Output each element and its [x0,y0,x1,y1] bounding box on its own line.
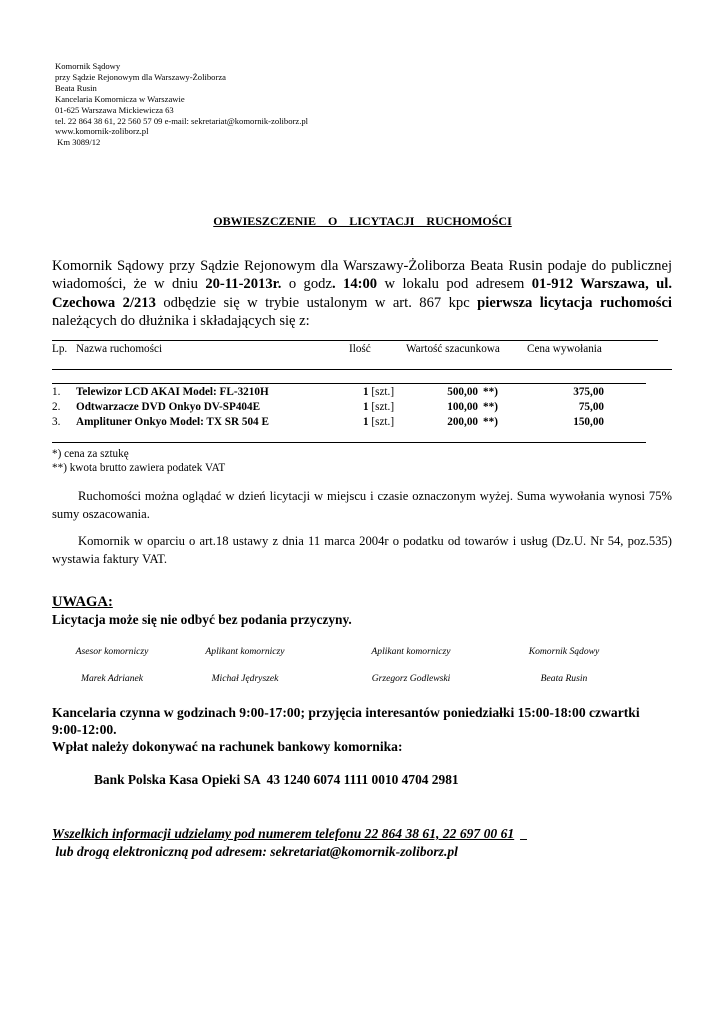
row-price: 375,00 [573,386,604,398]
col-header-price: Cena wywołania [527,343,602,355]
row-unit: [szt.] [371,416,395,428]
row-name: Telewizor LCD AKAI Model: FL-3210H [76,386,269,398]
notice-text: Licytacja może się nie odbyć bez podania przyczyny. [52,612,352,627]
row-price: 150,00 [573,416,604,428]
col-header-lp: Lp. [52,343,68,355]
header-line: 01-625 Warszawa Mickiewicza 63 [55,104,174,115]
col-header-value: Wartość szacunkowa [406,343,500,355]
vat-paragraph: Komornik w oparciu o art.18 ustawy z dnia 11 marca 2004r o podatku od towarów i usług (Dz.U. Nr 54, poz.535) wystawia faktury VAT. [52,534,672,566]
intro-text: należących do dłużnika i składających się z: [52,313,310,330]
office-info [52,704,652,755]
row-unit: [szt.] [371,386,395,398]
col-header-qty: Ilość [349,343,371,355]
intro-text: odbędzie się w trybie ustalonym w art. 867 kpc [155,294,478,311]
row-qty: 1 [363,386,369,398]
signature-name: Marek Adrianek [80,673,144,684]
office-hours: Kancelaria czynna w godzinach 9:00-17:00; przyjęcia interesantów poniedziałki 15:00-18:00 czwartki 9:00-12:00. [52,705,640,737]
contact-phone: Wszelkich informacji udzielamy pod numerem telefonu 22 864 38 61, 22 697 00 61 [52,826,515,841]
row-qty-cell [363,386,394,398]
row-unit: [szt.] [371,401,395,413]
col-header-name: Nazwa ruchomości [76,343,163,355]
row-name: Amplituner Onkyo Model: TX SR 504 E [76,416,269,428]
intro-dot: . [331,276,336,293]
signature-role: Aplikant komorniczy [371,646,451,657]
header-line: Komornik Sądowy [55,61,121,71]
bank-account: Bank Polska Kasa Opieki SA 43 1240 6074 1111 0010 4704 2981 [94,772,459,787]
header-line: przy Sądzie Rejonowym dla Warszawy-Żoliborza [55,71,226,82]
row-value: 100,00 [447,401,478,413]
row-mark: **) [483,416,498,428]
document-title: OBWIESZCZENIE O LICYTACJI RUCHOMOŚCI [213,214,512,228]
notice-heading: UWAGA: [52,594,113,610]
intro-text: o godz [281,276,332,293]
footnote: *) cena za sztukę [52,448,129,460]
table-rule [52,369,672,370]
header-line: Kancelaria Komornicza w Warszawie [55,93,185,104]
viewing-paragraph: Ruchomości można oglądać w dzień licytacji w miejscu i czasie oznaczonym wyżej. Suma wywołania wynosi 75% sumy oszacowania. [52,489,672,521]
header-line: tel. 22 864 38 61, 22 560 57 09 e-mail: sekretariat@komornik-zoliborz.pl [55,115,309,126]
table-rule [52,383,646,384]
header-line: www.komornik-zoliborz.pl [55,126,149,137]
payment-info: Wpłat należy dokonywać na rachunek bankowy komornika: [52,739,403,754]
signature-role: Aplikant komorniczy [205,646,285,657]
row-qty: 1 [363,401,369,413]
signature-role: Komornik Sądowy [528,646,600,657]
auction-type: pierwsza licytacja ruchomości [477,294,672,311]
bailiff-header [55,61,308,148]
signature-name: Grzegorz Godlewski [371,673,451,684]
intro-paragraph [52,257,672,331]
signature-name: Beata Rusin [540,673,588,684]
signature-name: Michał Jędryszek [211,673,279,684]
row-mark: **) [483,401,498,413]
row-value: 200,00 [447,416,478,428]
row-lp: 2. [52,401,61,413]
contact-info [52,825,528,861]
contact-email: lub drogą elektroniczną pod adresem: sekretariat@komornik-zoliborz.pl [52,844,458,859]
signature-role: Asesor komorniczy [75,646,149,657]
intro-text: Komornik Sądowy przy Sądzie Rejonowym dla Warszawy-Żoliborza Beata Rusin podaje do publicznej wiadomości, że w dniu [52,258,672,293]
footnote: **) kwota brutto zawiera podatek VAT [52,462,226,474]
auction-time: 14:00 [335,276,378,293]
header-line: Beata Rusin [55,82,97,93]
row-qty-cell [363,416,394,428]
footnotes [52,447,225,475]
table-rule [52,340,658,341]
intro-text: w lokalu pod adresem [377,276,532,293]
row-lp: 1. [52,386,61,398]
row-mark: **) [483,386,498,398]
row-value: 500,00 [447,386,478,398]
case-number: Km 3089/12 [55,137,101,148]
auction-date: 20-11-2013r. [205,276,282,293]
table-rule [52,442,646,443]
row-qty: 1 [363,416,369,428]
row-lp: 3. [52,416,61,428]
row-name: Odtwarzacze DVD Onkyo DV-SP404E [76,401,261,413]
contact-tail: _ [514,826,528,841]
row-qty-cell [363,401,394,413]
auction-address: 01-912 Warszawa, ul. Czechowa 2/213 [52,276,673,311]
row-price: 75,00 [578,401,604,413]
